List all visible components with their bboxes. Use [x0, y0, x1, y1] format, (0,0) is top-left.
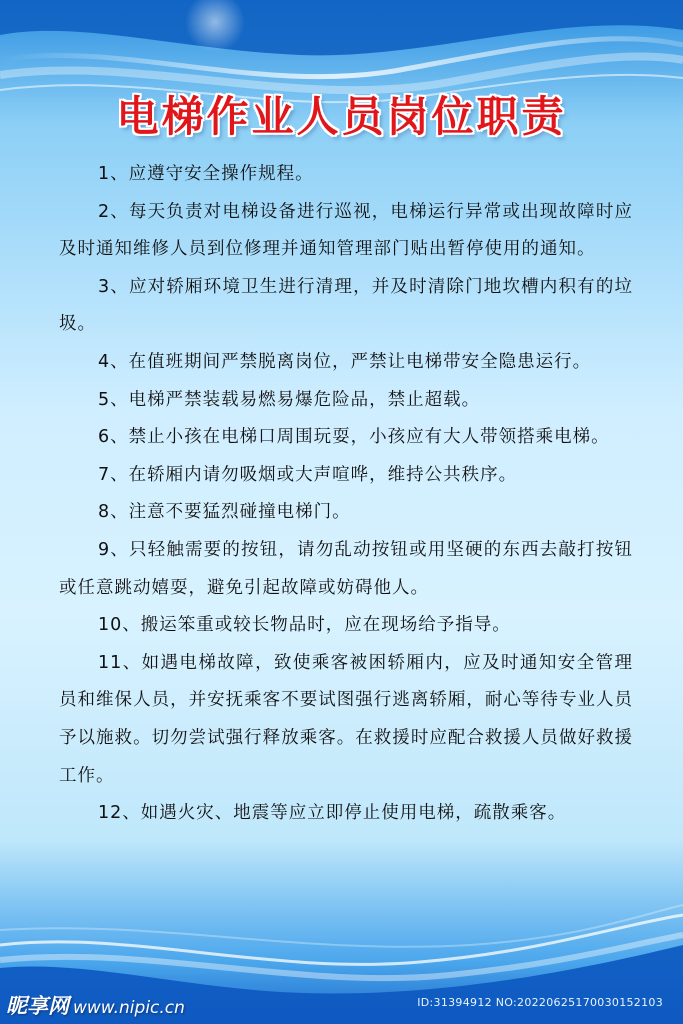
duty-item: 7、在轿厢内请勿吸烟或大声喧哗，维持公共秩序。: [98, 464, 518, 485]
duty-item: 11、如遇电梯故障，致使乘客被困轿厢内，应及时通知安全管理员和维保人员，并安抚乘客不要试图强行逃离轿厢，耐心等待专业人员予以施救。切勿尝试强行释放乘客。在救援时应配合救援人员做好救援工作。: [59, 652, 633, 786]
duty-item: 6、禁止小孩在电梯口周围玩耍，小孩应有大人带领搭乘电梯。: [98, 427, 610, 448]
duty-item: 8、注意不要猛烈碰撞电梯门。: [98, 502, 351, 523]
poster-title: 电梯作业人员岗位职责: [116, 92, 567, 141]
duties-list: [59, 156, 633, 833]
watermark-logo-text: 昵享网: [6, 994, 69, 1018]
duty-item: 3、应对轿厢环境卫生进行清理，并及时清除门地坎槽内积有的垃圾。: [59, 276, 633, 335]
duty-item: 12、如遇火灾、地震等应立即停止使用电梯，疏散乘客。: [98, 803, 567, 824]
duty-item: 2、每天负责对电梯设备进行巡视，电梯运行异常或出现故障时应及时通知维修人员到位修理并通知管理部门贴出暂停使用的通知。: [59, 201, 633, 260]
duty-item: 1、应遵守安全操作规程。: [98, 164, 314, 184]
duty-item: 5、电梯严禁装载易燃易爆危险品，禁止超载。: [98, 389, 481, 410]
watermark-logo: [6, 990, 185, 1020]
duty-item: 10、搬运笨重或较长物品时，应在现场给予指导。: [98, 615, 511, 636]
watermark-url: www.nipic.cn: [73, 998, 185, 1018]
duty-item: 4、在值班期间严禁脱离岗位，严禁让电梯带安全隐患运行。: [98, 351, 592, 372]
watermark-id: ID:31394912 NO:20220625170030152103: [417, 996, 663, 1009]
duty-item: 9、只轻触需要的按钮，请勿乱动按钮或用坚硬的东西去敲打按钮或任意跳动嬉耍，避免引起故障或妨碍他人。: [59, 539, 633, 598]
